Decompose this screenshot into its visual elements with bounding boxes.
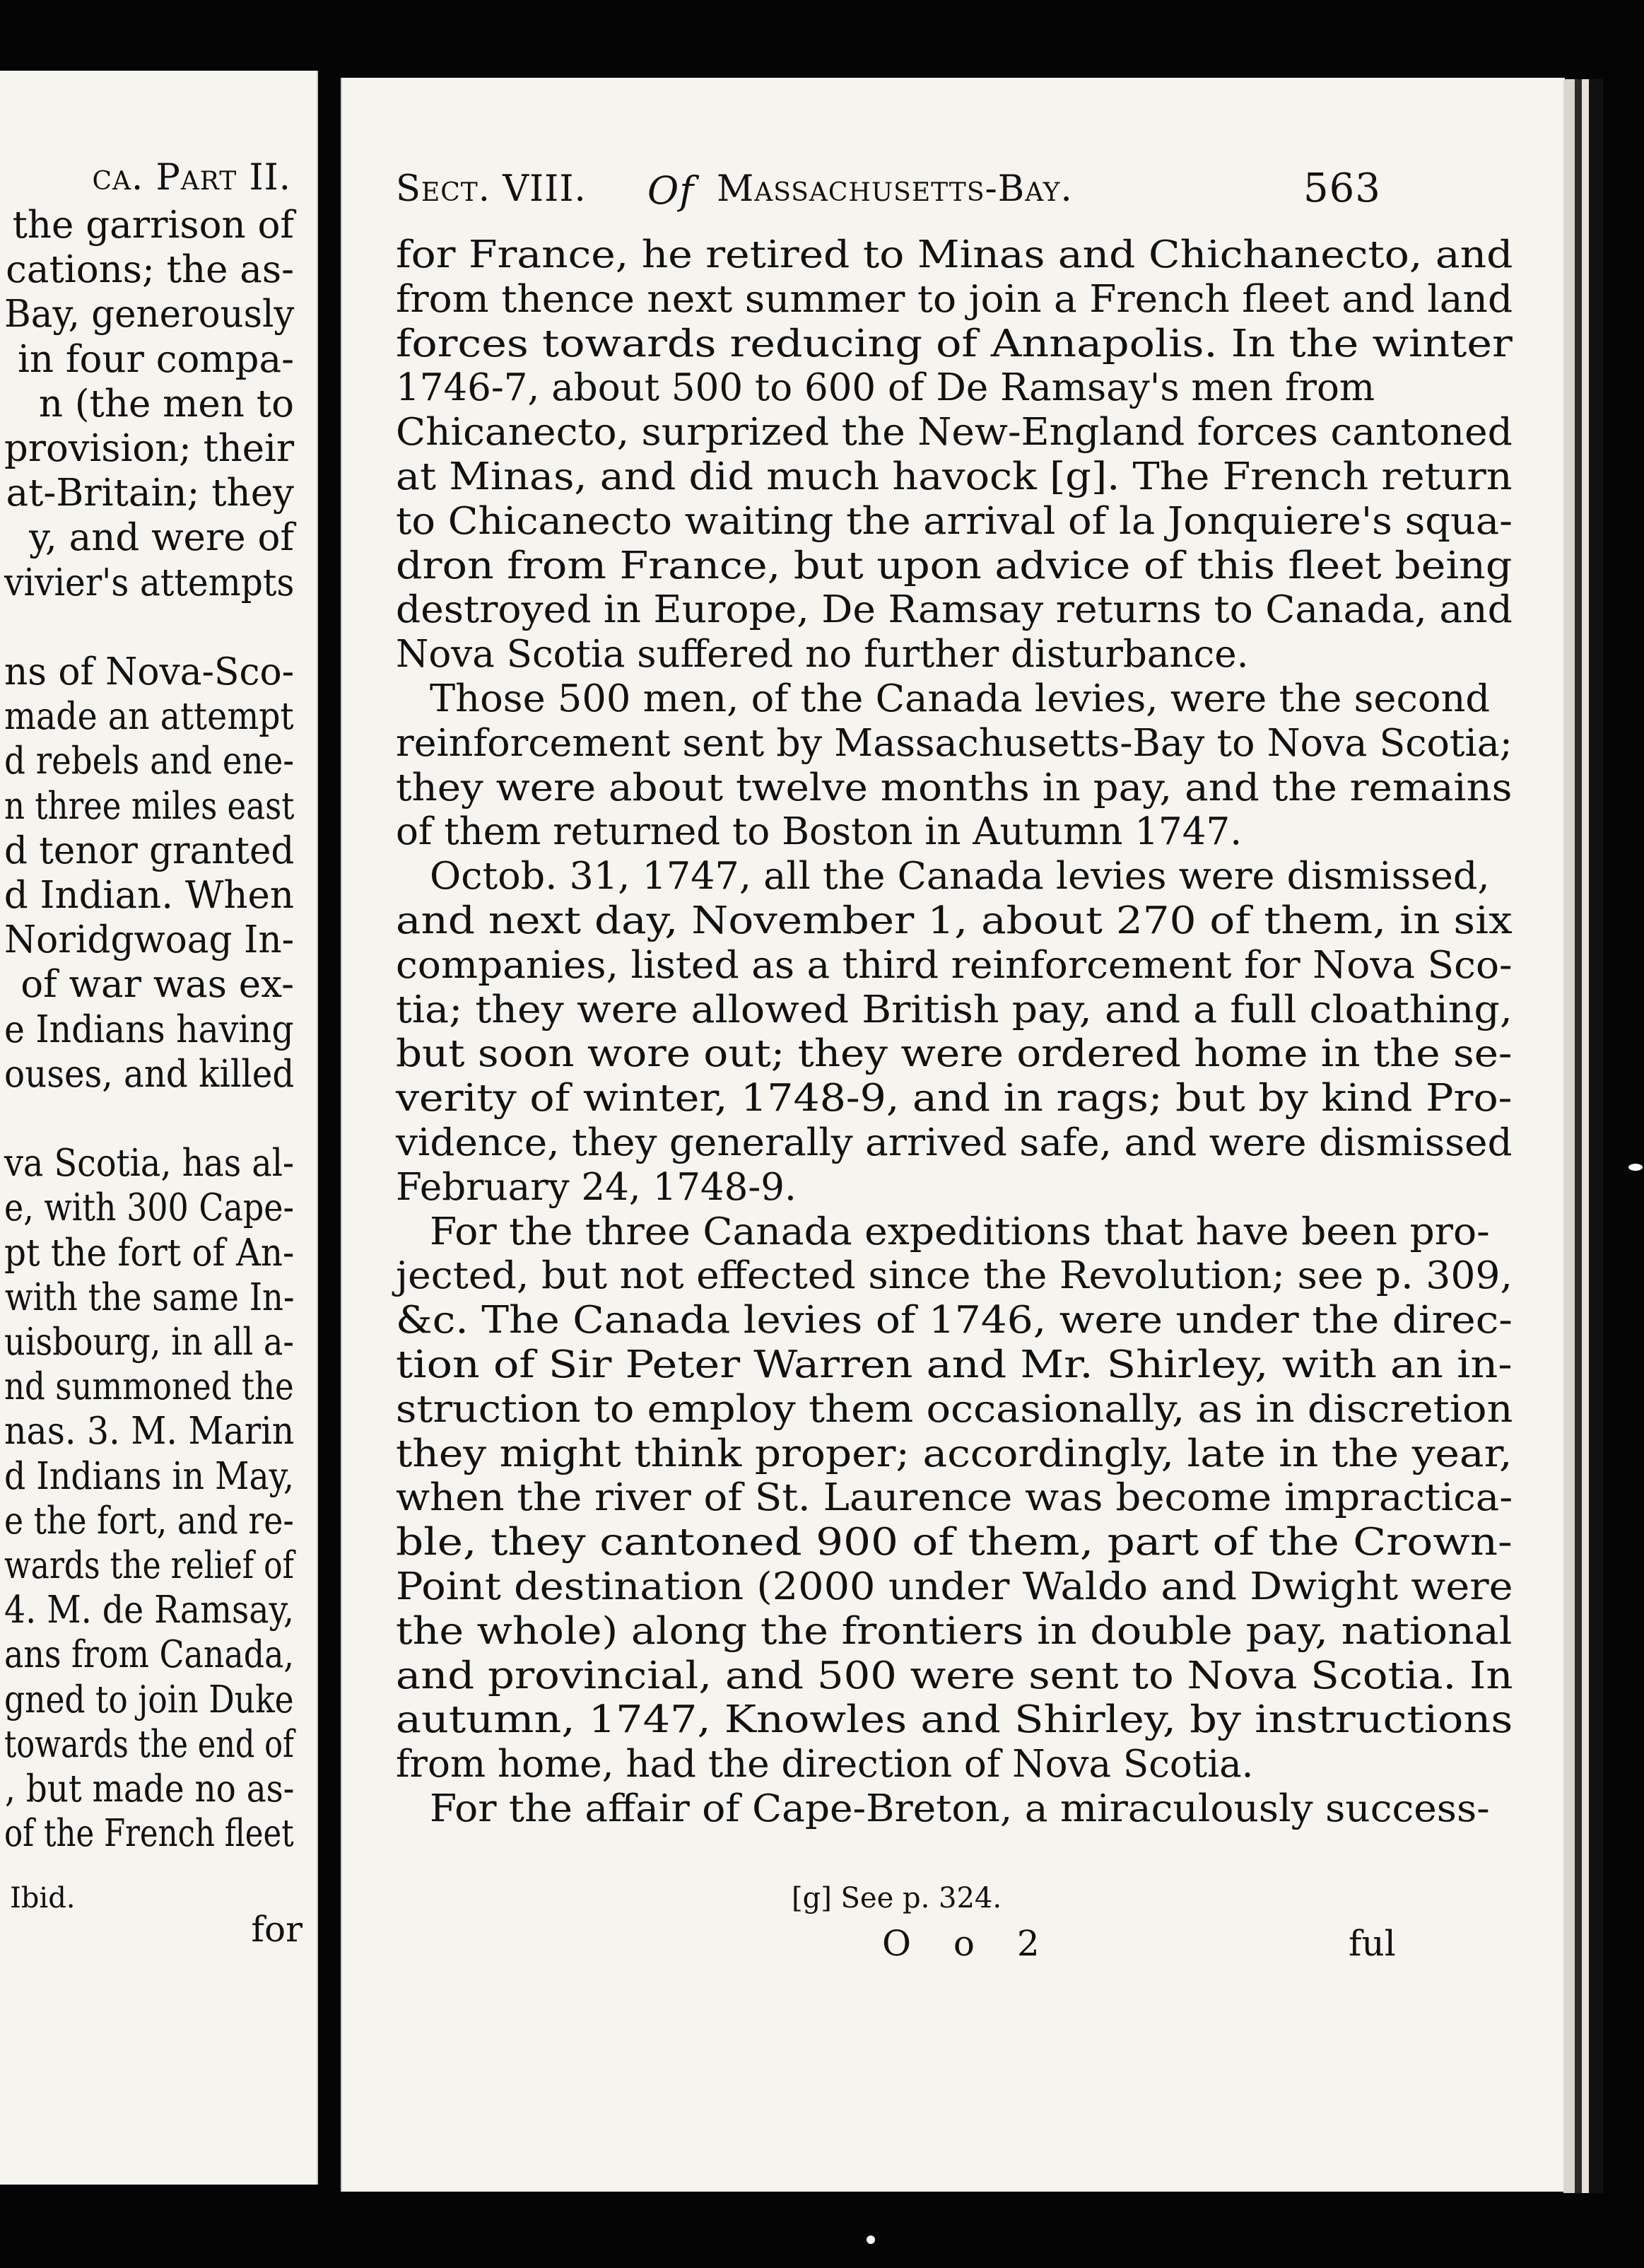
text-line: va Scotia, has al- [4,1142,294,1186]
text-line: pt the fort of An- [4,1231,294,1275]
text-line: e the fort, and re- [4,1499,294,1543]
text-line: uisbourg, in all a- [4,1321,294,1364]
text-line: For the affair of Cape-Breton, a miraculously success- [430,1787,1490,1830]
text-line: jected, but not effected since the Revolution; see p. 309, [396,1254,1513,1298]
text-line: dron from France, but upon advice of this fleet being [396,544,1513,588]
text-line: with the same In- [4,1275,294,1319]
running-head-title: Massachusetts-Bay. [717,168,1073,210]
text-line: destroyed in Europe, De Ramsay returns to Canada, and [396,588,1513,632]
catchword: ful [1349,1923,1396,1964]
text-line: of war was ex- [20,963,294,1007]
text-line: d rebels and ene- [4,740,294,783]
left-page [0,71,318,2185]
text-line: but soon wore out; they were ordered home in the se- [396,1032,1513,1076]
text-line: and next day, November 1, about 270 of them, in six [396,899,1513,942]
text-line: d Indian. When [4,874,294,917]
text-line: ble, they cantoned 900 of them, part of the Crown- [396,1521,1513,1565]
text-line: the garrison of [12,204,294,247]
text-line: , but made no as- [4,1767,294,1811]
text-line: autumn, 1747, Knowles and Shirley, by instructions [396,1698,1513,1742]
text-line: provision; their [4,427,294,470]
text-line: and provincial, and 500 were sent to Nova Scotia. In [396,1654,1513,1697]
text-line: nas. 3. M. Marin [4,1410,294,1454]
text-line: to Chicanecto waiting the arrival of la Jonquiere's squa- [396,499,1513,543]
text-line: For the three Canada expeditions that have been pro- [430,1210,1490,1253]
text-line: towards the end of [4,1722,294,1766]
text-line: from thence next summer to join a French fleet and land [396,277,1513,321]
text-line: ns of Nova-Sco- [4,650,294,694]
text-line: for France, he retired to Minas and Chichanecto, and [396,233,1513,276]
page-number: 563 [1303,165,1381,211]
text-line: of them returned to Boston in Autumn 1747. [396,810,1243,854]
text-line: d tenor granted [4,829,294,872]
text-line: verity of winter, 1748-9, and in rags; but by kind Pro- [396,1077,1513,1121]
running-head-of: Of [647,168,695,213]
text-line: ans from Canada, [4,1633,294,1677]
text-line: of the French fleet [4,1812,294,1856]
text-line: they might think proper; accordingly, late in the year, [396,1432,1513,1475]
footnote-g: [g] See p. 324. [792,1882,1002,1915]
dust-speck [867,2235,875,2244]
text-line: tia; they were allowed British pay, and a full cloathing, [396,988,1513,1031]
text-line: February 24, 1748-9. [396,1165,797,1209]
text-line: wards the relief of [4,1544,294,1587]
text-line: e, with 300 Cape- [4,1186,294,1230]
text-line: companies, listed as a third reinforcement for Nova Sco- [396,943,1513,987]
running-head-section: Sect. VIII. [396,168,587,210]
text-line: cations; the as- [6,248,294,292]
text-line: Point destination (2000 under Waldo and Dwight were [396,1565,1513,1608]
text-line: Those 500 men, of the Canada levies, were the second [430,677,1491,720]
text-line: n (the men to [38,382,294,426]
text-line: when the river of St. Laurence was become impractica- [396,1476,1513,1520]
text-line: at Minas, and did much havock [g]. The French return [396,455,1513,498]
text-line: Bay, generously [4,293,294,337]
text-line: n three miles east [4,784,294,828]
text-line: the whole) along the frontiers in double pay, national [396,1609,1513,1653]
text-line: 4. M. de Ramsay, [4,1589,294,1632]
text-line: Noridgwoag In- [4,918,294,962]
book-gutter [1563,79,1603,2193]
text-line: in four compa- [17,337,294,381]
text-line: vivier's attempts [4,561,294,604]
signature-mark: O o 2 [882,1923,1055,1964]
text-line: at-Britain; they [6,472,294,515]
text-line: e Indians having [4,1007,294,1051]
text-line: made an attempt [4,695,294,739]
text-line: Octob. 31, 1747, all the Canada levies were dismissed, [430,855,1490,899]
text-line: gned to join Duke [4,1678,294,1722]
text-line: Chicanecto, surprized the New-England forces cantoned [396,411,1513,455]
left-running-head: ca. Part II. [92,157,291,199]
text-line: Nova Scotia suffered no further disturbance. [396,633,1249,677]
text-line: tion of Sir Peter Warren and Mr. Shirley, with an in- [396,1343,1513,1386]
left-catchword: for [251,1909,303,1950]
text-line: struction to employ them occasionally, as in discretion [396,1387,1513,1431]
left-footnote: Ibid. [10,1882,76,1915]
edge-mark [1628,1164,1643,1171]
text-line: forces towards reducing of Annapolis. In the winter [396,322,1513,366]
text-line: they were about twelve months in pay, and the remains [396,766,1513,809]
text-line: 1746-7, about 500 to 600 of De Ramsay's men from [396,366,1375,410]
text-line: y, and were of [29,516,294,560]
text-line: ouses, and killed [4,1052,294,1096]
text-line: vidence, they generally arrived safe, and were dismissed [396,1121,1513,1164]
text-line: reinforcement sent by Massachusetts-Bay to Nova Scotia; [396,721,1513,765]
text-line: nd summoned the [4,1365,294,1409]
text-line: d Indians in May, [4,1454,294,1498]
text-line: from home, had the direction of Nova Scotia. [396,1743,1254,1787]
text-line: &c. The Canada levies of 1746, were under the direc- [396,1299,1513,1343]
right-page [341,78,1565,2192]
